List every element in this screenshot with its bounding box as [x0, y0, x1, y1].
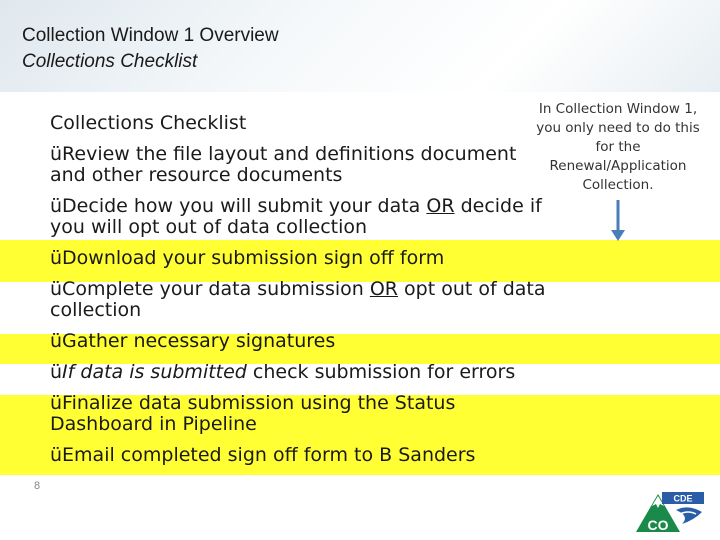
- checklist-item: [50, 144, 550, 186]
- slide-title: Collection Window 1 Overview: [22, 25, 279, 46]
- checklist-item-emphasis: OR: [426, 195, 455, 217]
- checklist-item: [50, 445, 550, 466]
- check-icon: ü: [50, 247, 63, 269]
- logo-main-text: CO: [647, 517, 669, 533]
- checklist-item-text: Review the file layout and definitions document and other resource documents: [50, 143, 517, 186]
- checklist-item-text: Decide how you will submit your data: [62, 195, 427, 217]
- checklist-item: [50, 362, 550, 383]
- checklist-item-text: decide if you will opt out of data collection: [50, 195, 542, 238]
- checklist-item-text: Gather necessary signatures: [62, 330, 336, 352]
- side-note: In Collection Window 1, you only need to do this for the Renewal/Application Collection.: [536, 101, 700, 193]
- check-icon: ü: [50, 361, 63, 383]
- checklist: [50, 113, 550, 476]
- checklist-item-text: opt out of data collection: [50, 278, 546, 321]
- checklist-title: Collections Checklist: [50, 112, 247, 134]
- checklist-item-emphasis: OR: [369, 278, 398, 300]
- slide-subtitle: Collections Checklist: [22, 51, 198, 72]
- checklist-item: [50, 196, 550, 238]
- checklist-item-text: Complete your data submission: [62, 278, 370, 300]
- check-icon: ü: [50, 195, 63, 217]
- checklist-item-text: Download your submission sign off form: [62, 247, 445, 269]
- checklist-item: [50, 393, 550, 435]
- page-number: 8: [34, 480, 41, 492]
- down-arrow-icon: [610, 200, 626, 242]
- checklist-item: [50, 331, 550, 352]
- logo-top-text: CDE: [673, 493, 693, 504]
- checklist-item: [50, 279, 550, 321]
- check-icon: ü: [50, 278, 63, 300]
- checklist-item-italic: If data is submitted: [62, 361, 247, 383]
- checklist-item: [50, 248, 550, 269]
- check-icon: ü: [50, 444, 63, 466]
- checklist-item-text: Email completed sign off form to B Sanders: [62, 444, 476, 466]
- check-icon: ü: [50, 330, 63, 352]
- cde-logo: [632, 490, 706, 534]
- slide-header: [0, 0, 720, 92]
- check-icon: ü: [50, 392, 63, 414]
- check-icon: ü: [50, 143, 63, 165]
- checklist-item-text: check submission for errors: [246, 361, 516, 383]
- checklist-item-text: Finalize data submission using the Status Dashboard in Pipeline: [50, 392, 456, 435]
